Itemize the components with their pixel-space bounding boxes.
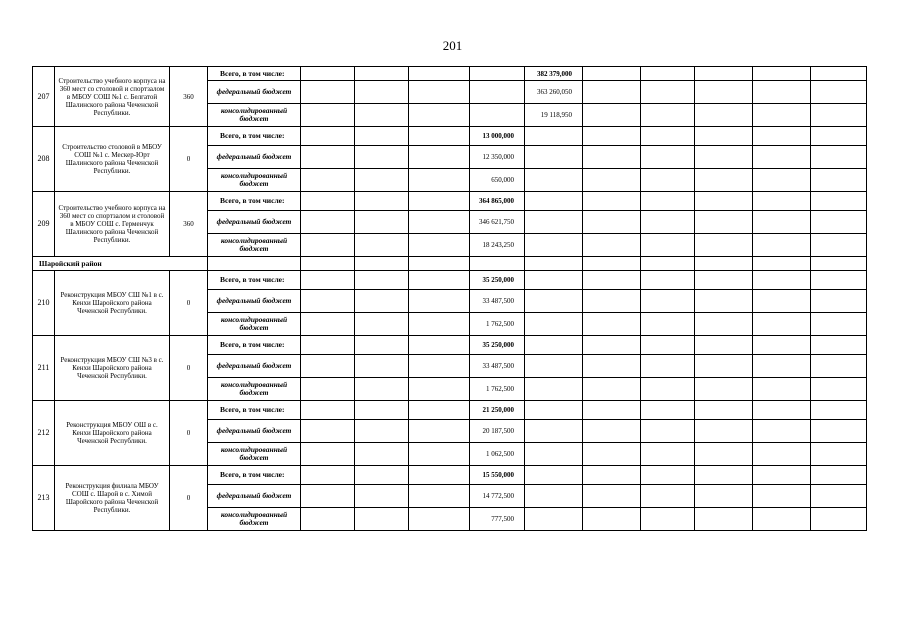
empty-cell [409,169,470,192]
amount-cell: 35 250,000 [470,336,525,355]
empty-cell [695,81,753,104]
empty-cell [811,169,867,192]
empty-cell [583,192,641,211]
empty-cell [753,508,811,531]
empty-cell [583,485,641,508]
empty-cell [695,508,753,531]
amount-cell: 382 379,000 [525,67,583,81]
empty-cell [301,508,355,531]
empty-cell [355,290,409,313]
empty-cell [811,192,867,211]
empty-cell [355,257,409,271]
funding-source-label: консолидированный бюджет [208,169,301,192]
empty-cell [753,211,811,234]
funding-source-label: Всего, в том числе: [208,466,301,485]
table-row [33,127,867,146]
empty-cell [409,146,470,169]
empty-cell [355,355,409,378]
empty-cell [301,466,355,485]
amount-cell: 20 187,500 [470,420,525,443]
empty-cell [811,378,867,401]
empty-cell [355,313,409,336]
empty-cell [641,192,695,211]
empty-cell [409,257,470,271]
empty-cell [525,211,583,234]
empty-cell [753,355,811,378]
empty-cell [301,336,355,355]
table-row [33,192,867,211]
empty-cell [583,271,641,290]
funding-source-label: консолидированный бюджет [208,313,301,336]
project-name: Реконструкция МБОУ СШ №3 в с. Кенхи Шаройского района Чеченской Республики. [55,336,170,401]
empty-cell [811,401,867,420]
empty-cell [583,67,641,81]
funding-source-label: федеральный бюджет [208,420,301,443]
empty-cell [355,485,409,508]
funding-source-label: консолидированный бюджет [208,443,301,466]
empty-cell [641,104,695,127]
empty-cell [695,378,753,401]
empty-cell [641,81,695,104]
empty-cell [409,485,470,508]
empty-cell [301,271,355,290]
empty-cell [470,104,525,127]
empty-cell [409,271,470,290]
empty-cell [811,355,867,378]
empty-cell [753,169,811,192]
project-capacity: 0 [170,127,208,192]
empty-cell [409,508,470,531]
empty-cell [525,420,583,443]
empty-cell [301,146,355,169]
empty-cell [355,271,409,290]
project-capacity: 0 [170,271,208,336]
empty-cell [301,378,355,401]
amount-cell: 14 772,500 [470,485,525,508]
empty-cell [583,508,641,531]
empty-cell [355,169,409,192]
empty-cell [641,443,695,466]
empty-cell [355,67,409,81]
empty-cell [409,234,470,257]
empty-cell [641,378,695,401]
empty-cell [753,313,811,336]
empty-cell [409,313,470,336]
empty-cell [753,146,811,169]
empty-cell [583,104,641,127]
funding-source-label: консолидированный бюджет [208,378,301,401]
empty-cell [525,271,583,290]
funding-source-label: консолидированный бюджет [208,104,301,127]
empty-cell [525,508,583,531]
empty-cell [583,466,641,485]
empty-cell [525,443,583,466]
budget-table [32,66,867,531]
amount-cell: 21 250,000 [470,401,525,420]
amount-cell: 18 243,250 [470,234,525,257]
empty-cell [695,355,753,378]
empty-cell [753,290,811,313]
empty-cell [811,81,867,104]
empty-cell [753,104,811,127]
empty-cell [695,127,753,146]
empty-cell [301,485,355,508]
empty-cell [525,355,583,378]
empty-cell [525,234,583,257]
empty-cell [525,257,583,271]
empty-cell [641,146,695,169]
project-capacity: 0 [170,466,208,531]
empty-cell [811,271,867,290]
funding-source-label: консолидированный бюджет [208,508,301,531]
funding-source-label: Всего, в том числе: [208,192,301,211]
empty-cell [753,234,811,257]
empty-cell [753,420,811,443]
funding-source-label: Всего, в том числе: [208,67,301,81]
empty-cell [301,355,355,378]
empty-cell [355,146,409,169]
empty-cell [409,401,470,420]
empty-cell [753,466,811,485]
empty-cell [301,420,355,443]
empty-cell [811,234,867,257]
project-name: Реконструкция МБОУ СШ №1 в с. Кенхи Шаройского района Чеченской Республики. [55,271,170,336]
funding-source-label: федеральный бюджет [208,81,301,104]
empty-cell [409,192,470,211]
empty-cell [355,378,409,401]
table-row [33,271,867,290]
empty-cell [695,104,753,127]
empty-cell [583,420,641,443]
empty-cell [641,127,695,146]
funding-source-label: Всего, в том числе: [208,401,301,420]
empty-cell [583,401,641,420]
table-row [33,336,867,355]
empty-cell [695,336,753,355]
empty-cell [641,67,695,81]
empty-cell [525,336,583,355]
project-number: 208 [33,127,55,192]
amount-cell: 35 250,000 [470,271,525,290]
amount-cell: 13 000,000 [470,127,525,146]
empty-cell [583,211,641,234]
empty-cell [695,67,753,81]
empty-cell [753,81,811,104]
empty-cell [409,67,470,81]
empty-cell [753,67,811,81]
empty-cell [641,211,695,234]
project-capacity: 360 [170,67,208,127]
empty-cell [811,313,867,336]
empty-cell [583,355,641,378]
empty-cell [355,466,409,485]
empty-cell [641,336,695,355]
empty-cell [409,336,470,355]
empty-cell [470,81,525,104]
empty-cell [695,234,753,257]
amount-cell: 1 762,500 [470,378,525,401]
empty-cell [641,313,695,336]
empty-cell [301,211,355,234]
project-number: 211 [33,336,55,401]
project-number: 212 [33,401,55,466]
funding-source-label: Всего, в том числе: [208,271,301,290]
empty-cell [753,401,811,420]
amount-cell: 364 865,000 [470,192,525,211]
empty-cell [641,271,695,290]
empty-cell [695,313,753,336]
empty-cell [301,192,355,211]
empty-cell [695,443,753,466]
empty-cell [355,443,409,466]
empty-cell [753,271,811,290]
funding-source-label: федеральный бюджет [208,485,301,508]
empty-cell [301,67,355,81]
empty-cell [753,192,811,211]
empty-cell [695,257,753,271]
amount-cell: 33 487,500 [470,290,525,313]
empty-cell [301,401,355,420]
project-name: Строительство учебного корпуса на 360 мест со столовой и спортзалом в МБОУ СОШ №1 с. Белгатой Шалинского района Чеченской Республики. [55,67,170,127]
amount-cell: 19 118,950 [525,104,583,127]
amount-cell: 1 762,500 [470,313,525,336]
empty-cell [525,313,583,336]
empty-cell [409,420,470,443]
empty-cell [525,485,583,508]
empty-cell [355,104,409,127]
empty-cell [583,169,641,192]
empty-cell [355,211,409,234]
project-number: 209 [33,192,55,257]
district-row [33,257,867,271]
empty-cell [811,508,867,531]
empty-cell [301,313,355,336]
empty-cell [583,81,641,104]
empty-cell [641,234,695,257]
project-name: Строительство учебного корпуса на 360 мест со спортзалом и столовой в МБОУ СОШ с. Герменчук Шалинского района Чеченской Республики. [55,192,170,257]
empty-cell [301,127,355,146]
empty-cell [753,485,811,508]
empty-cell [525,466,583,485]
empty-cell [301,234,355,257]
empty-cell [695,192,753,211]
empty-cell [811,127,867,146]
empty-cell [301,81,355,104]
empty-cell [355,508,409,531]
empty-cell [583,313,641,336]
empty-cell [355,420,409,443]
empty-cell [409,127,470,146]
empty-cell [811,466,867,485]
empty-cell [811,443,867,466]
empty-cell [409,443,470,466]
empty-cell [753,336,811,355]
empty-cell [583,234,641,257]
empty-cell [301,169,355,192]
empty-cell [355,336,409,355]
table-row [33,401,867,420]
district-name: Шаройский район [33,257,208,271]
empty-cell [409,290,470,313]
empty-cell [811,336,867,355]
empty-cell [753,378,811,401]
empty-cell [301,257,355,271]
project-number: 207 [33,67,55,127]
empty-cell [409,355,470,378]
empty-cell [409,466,470,485]
empty-cell [811,485,867,508]
empty-cell [695,466,753,485]
empty-cell [695,146,753,169]
project-capacity: 0 [170,336,208,401]
empty-cell [525,127,583,146]
empty-cell [525,401,583,420]
empty-cell [583,257,641,271]
amount-cell: 12 350,000 [470,146,525,169]
funding-source-label: федеральный бюджет [208,211,301,234]
empty-cell [409,81,470,104]
page-number: 201 [442,38,463,53]
empty-cell [641,169,695,192]
empty-cell [470,257,525,271]
empty-cell [583,443,641,466]
empty-cell [301,443,355,466]
empty-cell [811,146,867,169]
empty-cell [583,290,641,313]
project-name: Реконструкция МБОУ ОШ в с. Кенхи Шаройского района Чеченской Республики. [55,401,170,466]
amount-cell: 346 621,750 [470,211,525,234]
empty-cell [641,401,695,420]
funding-source-label: Всего, в том числе: [208,336,301,355]
empty-cell [811,104,867,127]
empty-cell [355,401,409,420]
amount-cell: 1 062,500 [470,443,525,466]
project-capacity: 360 [170,192,208,257]
funding-source-label: консолидированный бюджет [208,234,301,257]
empty-cell [355,127,409,146]
amount-cell: 777,500 [470,508,525,531]
project-name: Строительство столовой в МБОУ СОШ №1 с. Мескер-Юрт Шалинского района Чеченской Республики. [55,127,170,192]
empty-cell [301,290,355,313]
empty-cell [753,443,811,466]
table-row [33,67,867,81]
empty-cell [409,211,470,234]
project-capacity: 0 [170,401,208,466]
amount-cell: 363 260,050 [525,81,583,104]
empty-cell [355,234,409,257]
empty-cell [525,378,583,401]
empty-cell [409,378,470,401]
empty-cell [695,211,753,234]
funding-source-label: Всего, в том числе: [208,127,301,146]
empty-cell [355,81,409,104]
funding-source-label: федеральный бюджет [208,290,301,313]
empty-cell [641,290,695,313]
table-row [33,466,867,485]
empty-cell [811,420,867,443]
empty-cell [695,401,753,420]
empty-cell [525,192,583,211]
empty-cell [641,420,695,443]
empty-cell [583,378,641,401]
project-number: 213 [33,466,55,531]
empty-cell [811,211,867,234]
amount-cell: 15 550,000 [470,466,525,485]
empty-cell [583,336,641,355]
empty-cell [641,257,695,271]
empty-cell [811,67,867,81]
project-number: 210 [33,271,55,336]
empty-cell [583,127,641,146]
empty-cell [811,290,867,313]
amount-cell: 33 487,500 [470,355,525,378]
empty-cell [641,485,695,508]
project-name: Реконструкция филиала МБОУ СОШ с. Шарой в с. Химой Шаройского района Чеченской Республики. [55,466,170,531]
empty-cell [208,257,301,271]
empty-cell [753,127,811,146]
amount-cell: 650,000 [470,169,525,192]
empty-cell [641,466,695,485]
empty-cell [409,104,470,127]
empty-cell [525,290,583,313]
empty-cell [355,192,409,211]
empty-cell [470,67,525,81]
empty-cell [695,169,753,192]
empty-cell [641,355,695,378]
empty-cell [753,257,811,271]
empty-cell [525,146,583,169]
empty-cell [811,257,867,271]
empty-cell [301,104,355,127]
funding-source-label: федеральный бюджет [208,146,301,169]
empty-cell [525,169,583,192]
empty-cell [695,271,753,290]
empty-cell [641,508,695,531]
empty-cell [695,420,753,443]
empty-cell [695,485,753,508]
funding-source-label: федеральный бюджет [208,355,301,378]
empty-cell [695,290,753,313]
empty-cell [583,146,641,169]
